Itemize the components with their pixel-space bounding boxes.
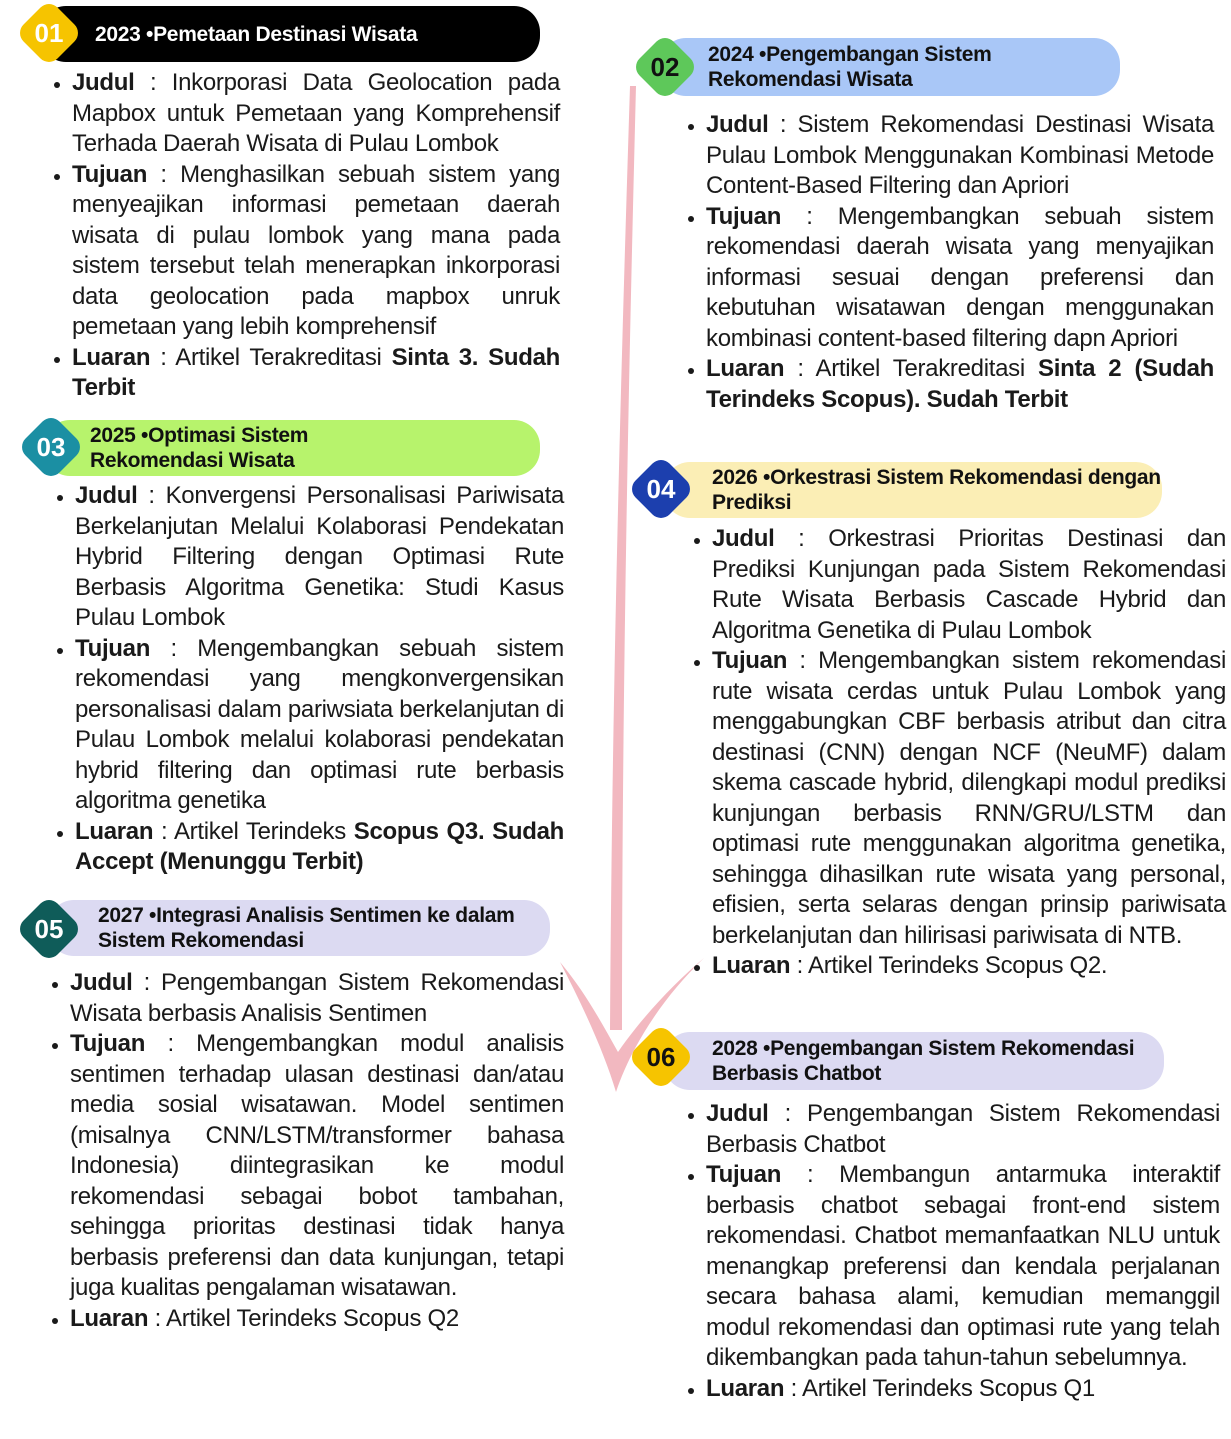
block-03-list [53,481,564,878]
block-03-tujuan: • Tujuan : Mengembangkan sebuah sistem rekomendasi yang mengkonvergensikan personalisasi dalam pariwsiata berkelanjutan di Pulau Lombok melalui kolaborasi pendekatan hybrid filtering dan optimasi rute berbasis algoritma genetika [75,634,564,817]
block-04-tujuan: • Tujuan : Mengembangkan sistem rekomendasi rute wisata cerdas untuk Pulau Lombok yang menggabungkan CBF berbasis atribut dan citra destinasi (CNN) dengan NCF (NeuMF) dalam skema cascade hybrid, dilengkapi modul prediksi kunjungan berbasis RNN/GRU/LSTM dan optimasi rute menggunakan algoritma genetika, sehingga dihasilkan rute wisata yang personal, efisien, serta selaras dengan prinsip pariwisata berkelanjutan dan hilirisasi pariwisata di NTB. [712,646,1226,951]
block-06-list [684,1099,1220,1404]
block-01-badge [16,0,82,66]
block-06-header [664,1032,1164,1090]
block-01-number: 01 [34,17,64,48]
block-05-list [48,968,564,1334]
block-02-tujuan: • Tujuan : Mengembangkan sebuah sistem rekomendasi daerah wisata yang menyajikan informasi sesuai dengan preferensi dan kebutuhan wisatawan dengan menggunakan kombinasi content-based filtering dapn Apriori [706,202,1214,355]
block-04-title: 2026 •Orkestrasi Sistem Rekomendasi dengan Prediksi [712,466,1161,514]
block-05-judul: • Judul : Pengembangan Sistem Rekomendasi Wisata berbasis Analisis Sentimen [70,968,564,1029]
block-03-number: 03 [36,431,66,462]
block-03-badge [18,414,84,480]
block-02-title: 2024 •Pengembangan Sistem Rekomendasi Wisata [708,43,992,91]
block-06-title: 2028 •Pengembangan Sistem Rekomendasi Berbasis Chatbot [712,1037,1135,1085]
block-05-header [48,900,550,956]
block-01-title: 2023 •Pemetaan Destinasi Wisata [95,22,418,46]
block-05-title: 2027 •Integrasi Analisis Sentimen ke dalam Sistem Rekomendasi [98,904,515,952]
arrow-shaft [610,86,636,1030]
block-03-title: 2025 •Optimasi Sistem Rekomendasi Wisata [90,424,309,472]
block-04-list [690,524,1226,982]
block-04-badge [628,456,694,522]
block-02-badge [632,34,698,100]
block-04-header [664,462,1162,518]
block-05-luaran: • Luaran : Artikel Terindeks Scopus Q2 [70,1304,564,1335]
block-06-luaran: • Luaran : Artikel Terindeks Scopus Q1 [706,1374,1220,1405]
block-02-number: 02 [650,51,680,82]
block-04-number: 04 [646,473,676,504]
block-05-tujuan: • Tujuan : Mengembangkan modul analisis sentimen terhadap ulasan destinasi dan/atau media sosial wisatawan. Model sentimen (misalnya CNN/LSTM/transformer bahasa Indonesia) diintegrasikan ke modul rekomendasi sebagai bobot tambahan, sehingga prioritas destinasi tidak hanya berbasis preferensi dan data kunjungan, tetapi juga kualitas pengalaman wisatawan. [70,1029,564,1304]
block-06-badge [628,1024,694,1090]
block-02-judul: • Judul : Sistem Rekomendasi Destinasi Wisata Pulau Lombok Menggunakan Kombinasi Metode Content-Based Filtering dan Apriori [706,110,1214,202]
block-06-judul: • Judul : Pengembangan Sistem Rekomendasi Berbasis Chatbot [706,1099,1220,1160]
block-01-luaran: • Luaran : Artikel Terakreditasi Sinta 3. Sudah Terbit [72,343,560,404]
block-02-luaran: • Luaran : Artikel Terakreditasi Sinta 2 (Sudah Terindeks Scopus). Sudah Terbit [706,354,1214,415]
block-05-badge [16,896,82,962]
block-02-header [660,38,1120,96]
block-04-luaran: • Luaran : Artikel Terindeks Scopus Q2. [712,951,1226,982]
block-04-judul: • Judul : Orkestrasi Prioritas Destinasi dan Prediksi Kunjungan pada Sistem Rekomendasi Rute Wisata Berbasis Cascade Hybrid dan Algoritma Genetika di Pulau Lombok [712,524,1226,646]
block-03-header [44,420,540,476]
block-01-tujuan: • Tujuan : Menghasilkan sebuah sistem yang menyeajikan informasi pemetaan daerah wisata di pulau lombok yang mana pada sistem tersebut telah menerapkan inkorporasi data geolocation pada mapbox unruk pemetaan yang lebih komprehensif [72,160,560,343]
block-06-number: 06 [646,1041,676,1072]
block-05-number: 05 [34,913,64,944]
block-03-luaran: • Luaran : Artikel Terindeks Scopus Q3. Sudah Accept (Menunggu Terbit) [75,817,564,878]
block-02-list [684,110,1214,415]
block-03-judul: • Judul : Konvergensi Personalisasi Pariwisata Berkelanjutan Melalui Kolaborasi Pendekatan Hybrid Filtering dengan Optimasi Rute Berbasis Algoritma Genetika: Studi Kasus Pulau Lombok [75,481,564,634]
block-06-tujuan: • Tujuan : Membangun antarmuka interaktif berbasis chatbot sebagai front-end sistem rekomendasi. Chatbot memanfaatkan NLU untuk menangkap preferensi dan kendala perjalanan secara bahasa alami, kemudian memanggil modul rekomendasi dan optimasi rute yang telah dikembangkan pada tahun-tahun sebelumnya. [706,1160,1220,1374]
block-01-header [40,6,540,62]
block-01-list [50,68,560,404]
block-01-judul: • Judul : Inkorporasi Data Geolocation pada Mapbox untuk Pemetaan yang Komprehensif Terhada Daerah Wisata di Pulau Lombok [72,68,560,160]
